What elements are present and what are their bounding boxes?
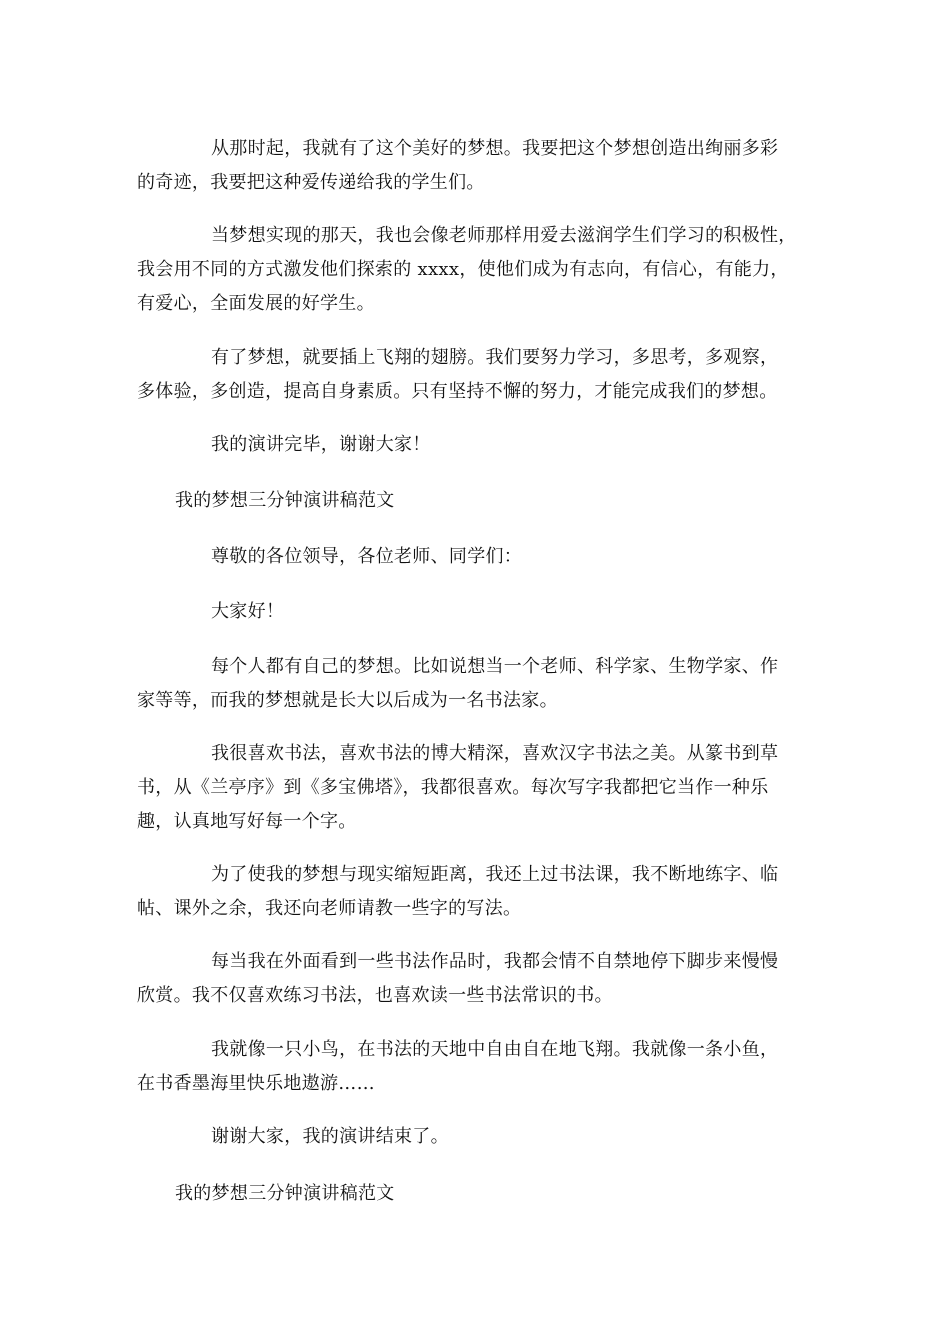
paragraph-line: 我会用不同的方式激发他们探索的 xxxx，使他们成为有志向，有信心，有能力， — [137, 259, 789, 280]
paragraph-wings — [137, 341, 817, 409]
paragraph-line: 有爱心，全面发展的好学生。 — [137, 293, 375, 314]
paragraph-line: 谢谢大家，我的演讲结束了。 — [211, 1126, 449, 1147]
paragraph-closing-1 — [137, 428, 817, 462]
paragraph-love-calligraphy — [137, 737, 817, 839]
paragraph-dream-origin — [137, 132, 817, 200]
paragraph-line: 尊敬的各位领导，各位老师、同学们： — [211, 546, 523, 567]
paragraph-dream-realized — [137, 219, 817, 321]
paragraph-line: 为了使我的梦想与现实缩短距离，我还上过书法课，我不断地练字、临 — [211, 864, 779, 885]
paragraph-line: 的奇迹，我要把这种爱传递给我的学生们。 — [137, 172, 485, 193]
paragraph-bird-fish — [137, 1033, 817, 1101]
paragraph-line: 我很喜欢书法，喜欢书法的博大精深，喜欢汉字书法之美。从篆书到草 — [211, 743, 779, 764]
paragraph-line: 每个人都有自己的梦想。比如说想当一个老师、科学家、生物学家、作 — [211, 656, 779, 677]
paragraph-line: 我的演讲完毕，谢谢大家！ — [211, 434, 431, 455]
paragraph-line: 书，从《兰亭序》到《多宝佛塔》，我都很喜欢。每次写字我都把它当作一种乐 — [137, 777, 769, 798]
paragraph-greeting — [137, 540, 817, 574]
section-heading: 我的梦想三分钟演讲稿范文 — [175, 1183, 395, 1204]
paragraph-line: 每当我在外面看到一些书法作品时，我都会情不自禁地停下脚步来慢慢 — [211, 951, 779, 972]
section-heading: 我的梦想三分钟演讲稿范文 — [175, 490, 395, 511]
paragraph-line: 有了梦想，就要插上飞翔的翅膀。我们要努力学习，多思考，多观察， — [211, 347, 779, 368]
paragraph-line: 家等等，而我的梦想就是长大以后成为一名书法家。 — [137, 690, 558, 711]
paragraph-closing-2 — [137, 1120, 817, 1154]
paragraph-line: 趣，认真地写好每一个字。 — [137, 811, 357, 832]
paragraph-everyone-dream — [137, 650, 817, 718]
paragraph-line: 从那时起，我就有了这个美好的梦想。我要把这个梦想创造出绚丽多彩 — [211, 138, 779, 159]
paragraph-practice — [137, 858, 817, 926]
paragraph-line: 我就像一只小鸟，在书法的天地中自由自在地飞翔。我就像一条小鱼， — [211, 1039, 779, 1060]
paragraph-line: 欣赏。我不仅喜欢练习书法，也喜欢读一些书法常识的书。 — [137, 985, 613, 1006]
paragraph-appreciate — [137, 945, 817, 1013]
paragraph-hello — [137, 595, 817, 629]
paragraph-line: 大家好！ — [211, 601, 285, 622]
paragraph-line: 多体验，多创造，提高自身素质。只有坚持不懈的努力，才能完成我们的梦想。 — [137, 381, 778, 402]
paragraph-line: 帖、课外之余，我还向老师请教一些字的写法。 — [137, 898, 522, 919]
paragraph-line: 在书香墨海里快乐地遨游…… — [137, 1073, 375, 1094]
paragraph-line: 当梦想实现的那天，我也会像老师那样用爱去滋润学生们学习的积极性， — [211, 225, 797, 246]
